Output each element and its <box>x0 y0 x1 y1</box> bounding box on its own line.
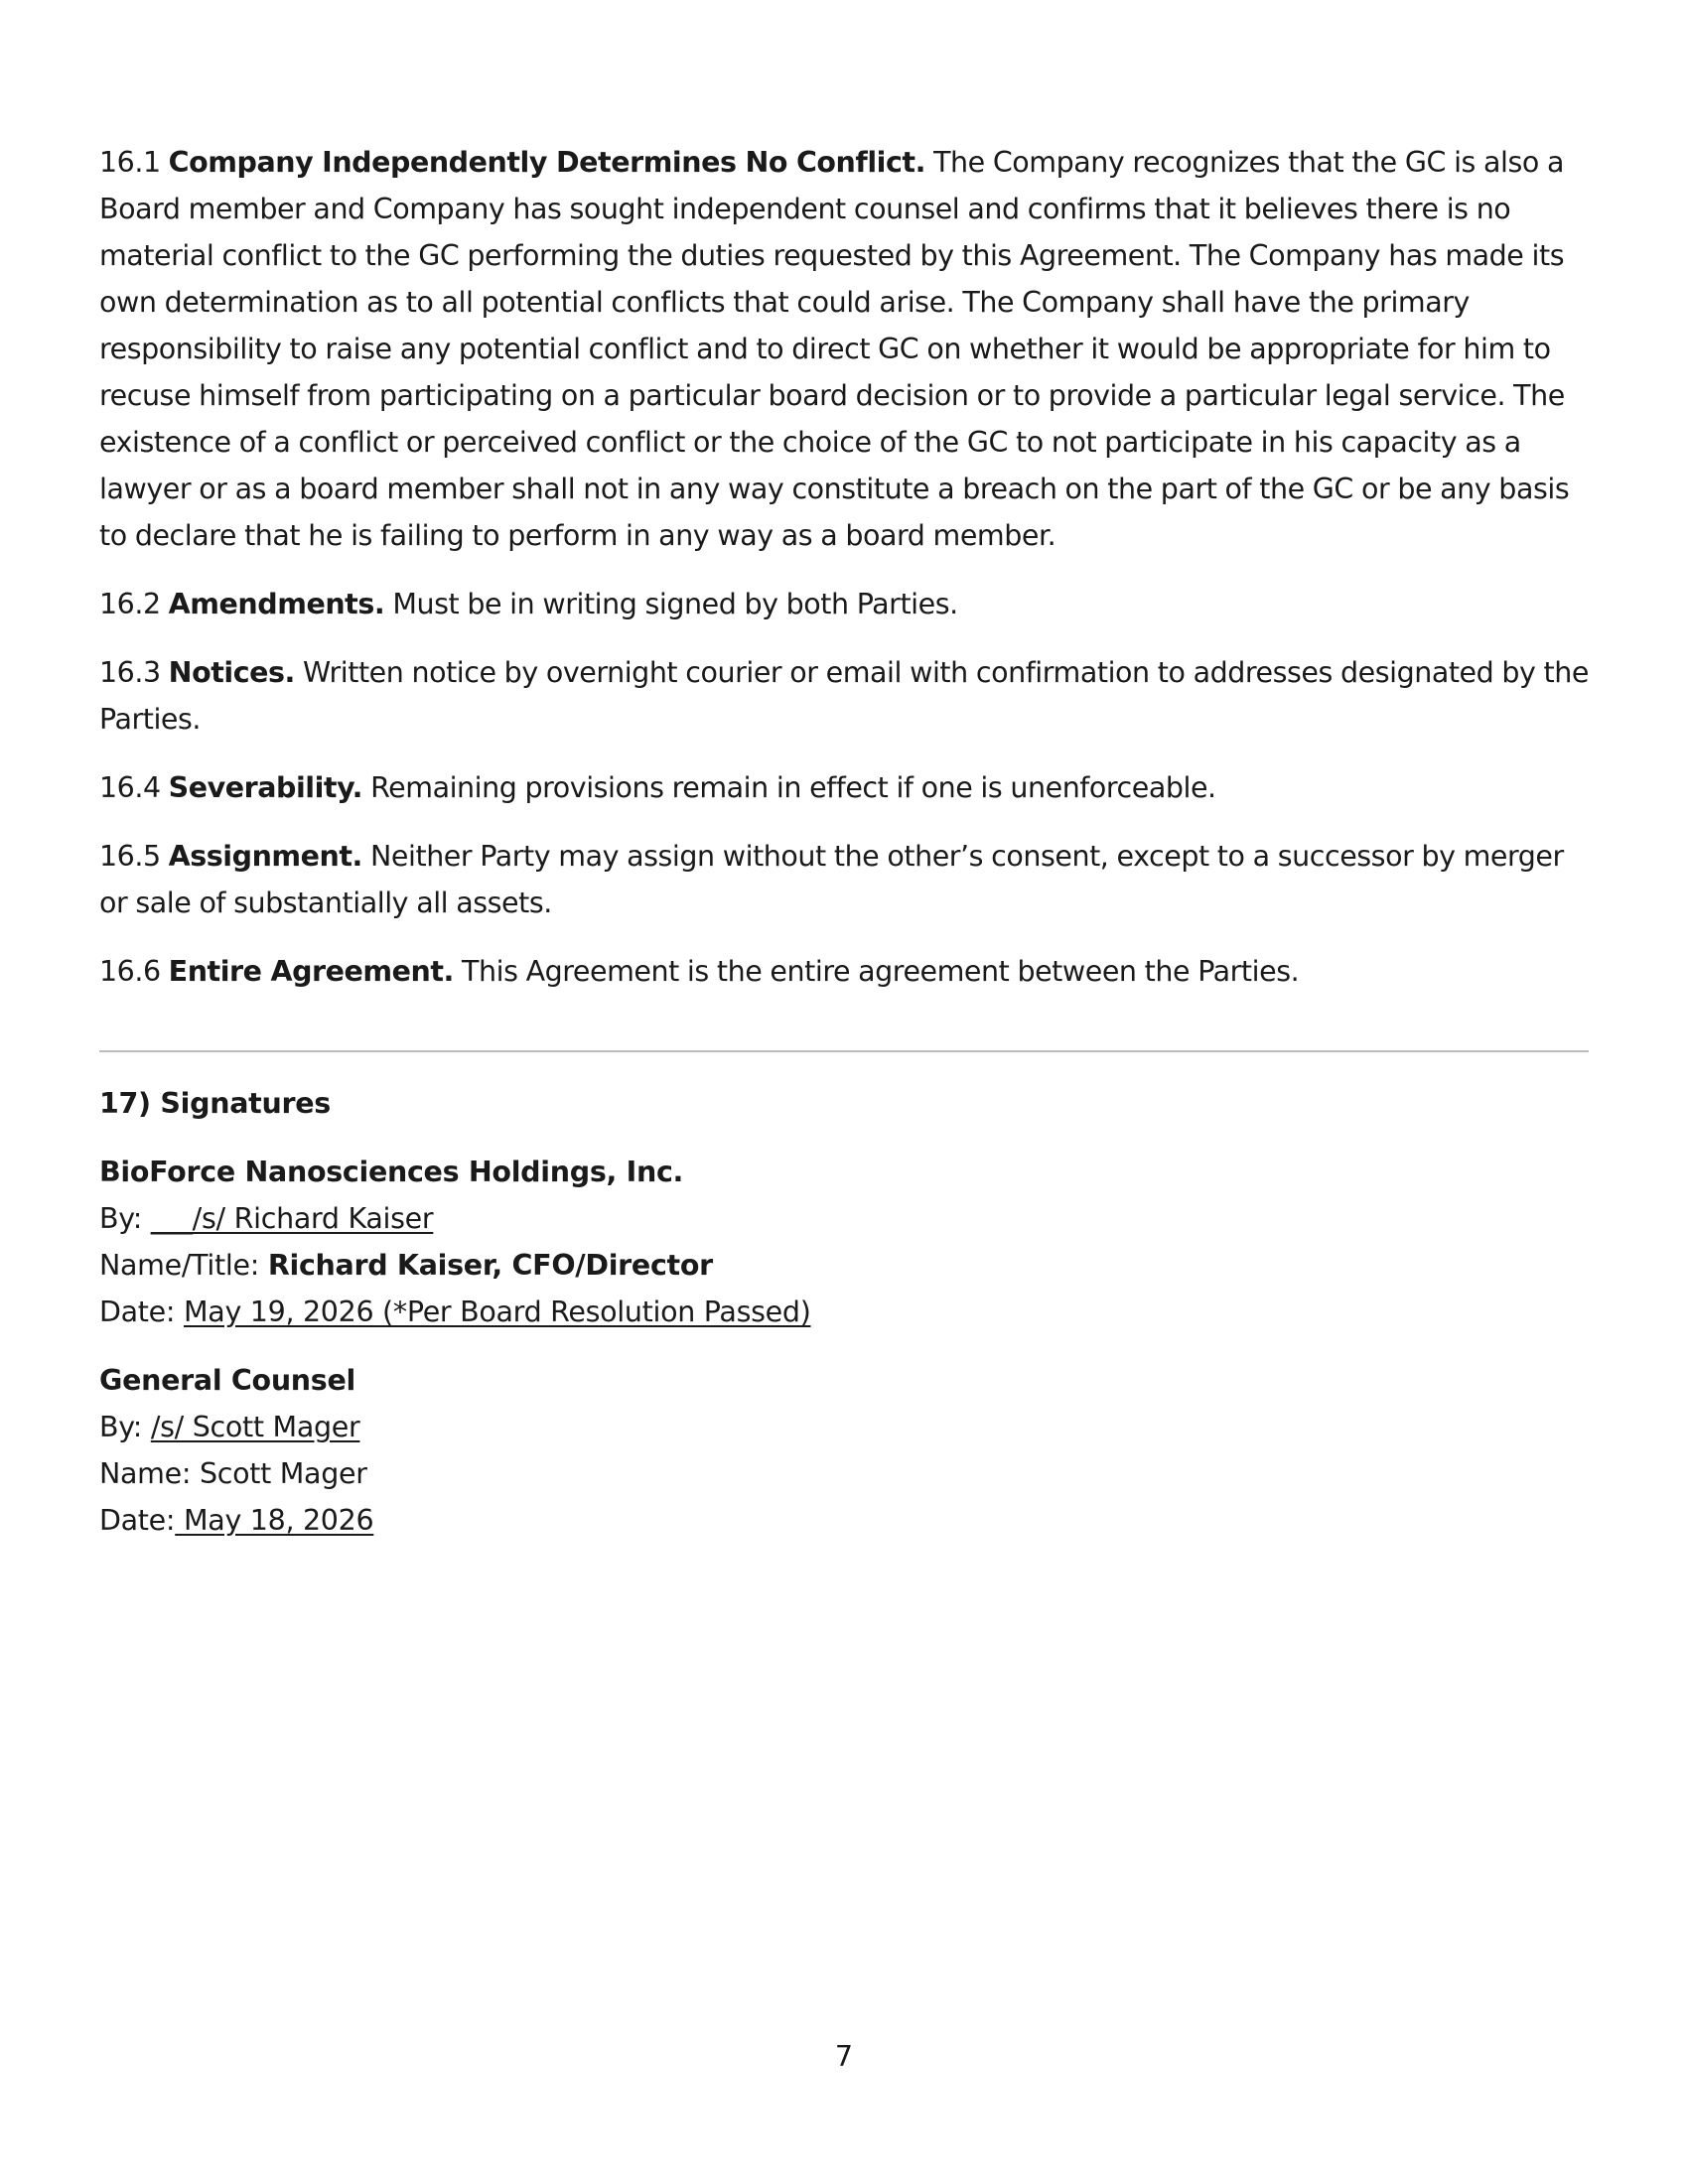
section-text: Remaining provisions remain in effect if one is unenforceable. <box>370 771 1216 804</box>
section-number: 16.5 <box>99 840 161 873</box>
name-title-label: Name/Title: <box>99 1249 260 1282</box>
company-date-line <box>99 1289 1589 1335</box>
section-title: Assignment. <box>168 840 362 873</box>
company-signature-block <box>99 1149 1589 1335</box>
counsel-name-line <box>99 1450 1589 1497</box>
section-text: The Company recognizes that the GC is also a Board member and Company has sought independent counsel and confirms that it believes there is no material conflict to the GC performing the duties requested by this Agreement. The Company has made its own determination as to all potential conflicts that could arise. The Company shall have the primary responsibility to raise any potential conflict and to direct GC on whether it would be appropriate for him to recuse himself from participating on a particular board decision or to provide a particular legal service. The existence of a conflict or perceived conflict or the choice of the GC to not participate in his capacity as a lawyer or as a board member shall not in any way constitute a breach on the part of the GC or be any basis to declare that he is failing to perform in any way as a board member. <box>99 146 1570 552</box>
company-by-line <box>99 1195 1589 1242</box>
section-16-3 <box>99 649 1589 743</box>
section-text: Written notice by overnight courier or email with confirmation to addresses designated by the Parties. <box>99 656 1589 736</box>
name-label: Name: <box>99 1457 192 1490</box>
date-label: Date: <box>99 1296 176 1328</box>
counsel-title: General Counsel <box>99 1364 355 1397</box>
section-16-1 <box>99 139 1589 559</box>
horizontal-divider <box>99 1050 1589 1052</box>
by-label: By: <box>99 1202 143 1235</box>
section-16-6 <box>99 948 1589 995</box>
section-number: 16.3 <box>99 656 161 689</box>
section-16-4 <box>99 764 1589 811</box>
section-text: Must be in writing signed by both Parties. <box>392 588 958 620</box>
section-number: 16.6 <box>99 955 161 988</box>
counsel-signature-date: May 18, 2026 <box>175 1504 374 1537</box>
counsel-by-line <box>99 1404 1589 1450</box>
counsel-signature-block <box>99 1357 1589 1544</box>
section-title: Amendments. <box>168 588 385 620</box>
section-number: 16.4 <box>99 771 161 804</box>
section-title: Entire Agreement. <box>168 955 454 988</box>
by-label: By: <box>99 1411 143 1443</box>
document-page <box>99 139 1589 1566</box>
section-title: Severability. <box>168 771 362 804</box>
company-name-line <box>99 1242 1589 1289</box>
section-16-5 <box>99 833 1589 926</box>
company-signer-name: Richard Kaiser, CFO/Director <box>267 1249 713 1282</box>
section-number: 16.2 <box>99 588 161 620</box>
date-label: Date: <box>99 1504 176 1537</box>
company-signature-date: May 19, 2026 (*Per Board Resolution Passed) <box>184 1296 811 1328</box>
counsel-signature: /s/ Scott Mager <box>150 1411 360 1443</box>
section-text: Neither Party may assign without the other’s consent, except to a successor by merger or sale of substantially all assets. <box>99 840 1564 919</box>
page-number: 7 <box>834 2040 854 2073</box>
section-title: Company Independently Determines No Conflict. <box>168 146 925 179</box>
company-name: BioForce Nanosciences Holdings, Inc. <box>99 1156 684 1188</box>
signatures-heading: 17) Signatures <box>99 1087 331 1120</box>
counsel-date-line <box>99 1497 1589 1544</box>
company-signature: ___/s/ Richard Kaiser <box>150 1202 434 1235</box>
section-number: 16.1 <box>99 146 161 179</box>
section-text: This Agreement is the entire agreement between the Parties. <box>462 955 1300 988</box>
section-16-2 <box>99 581 1589 627</box>
counsel-signer-name: Scott Mager <box>199 1457 367 1490</box>
section-title: Notices. <box>168 656 295 689</box>
